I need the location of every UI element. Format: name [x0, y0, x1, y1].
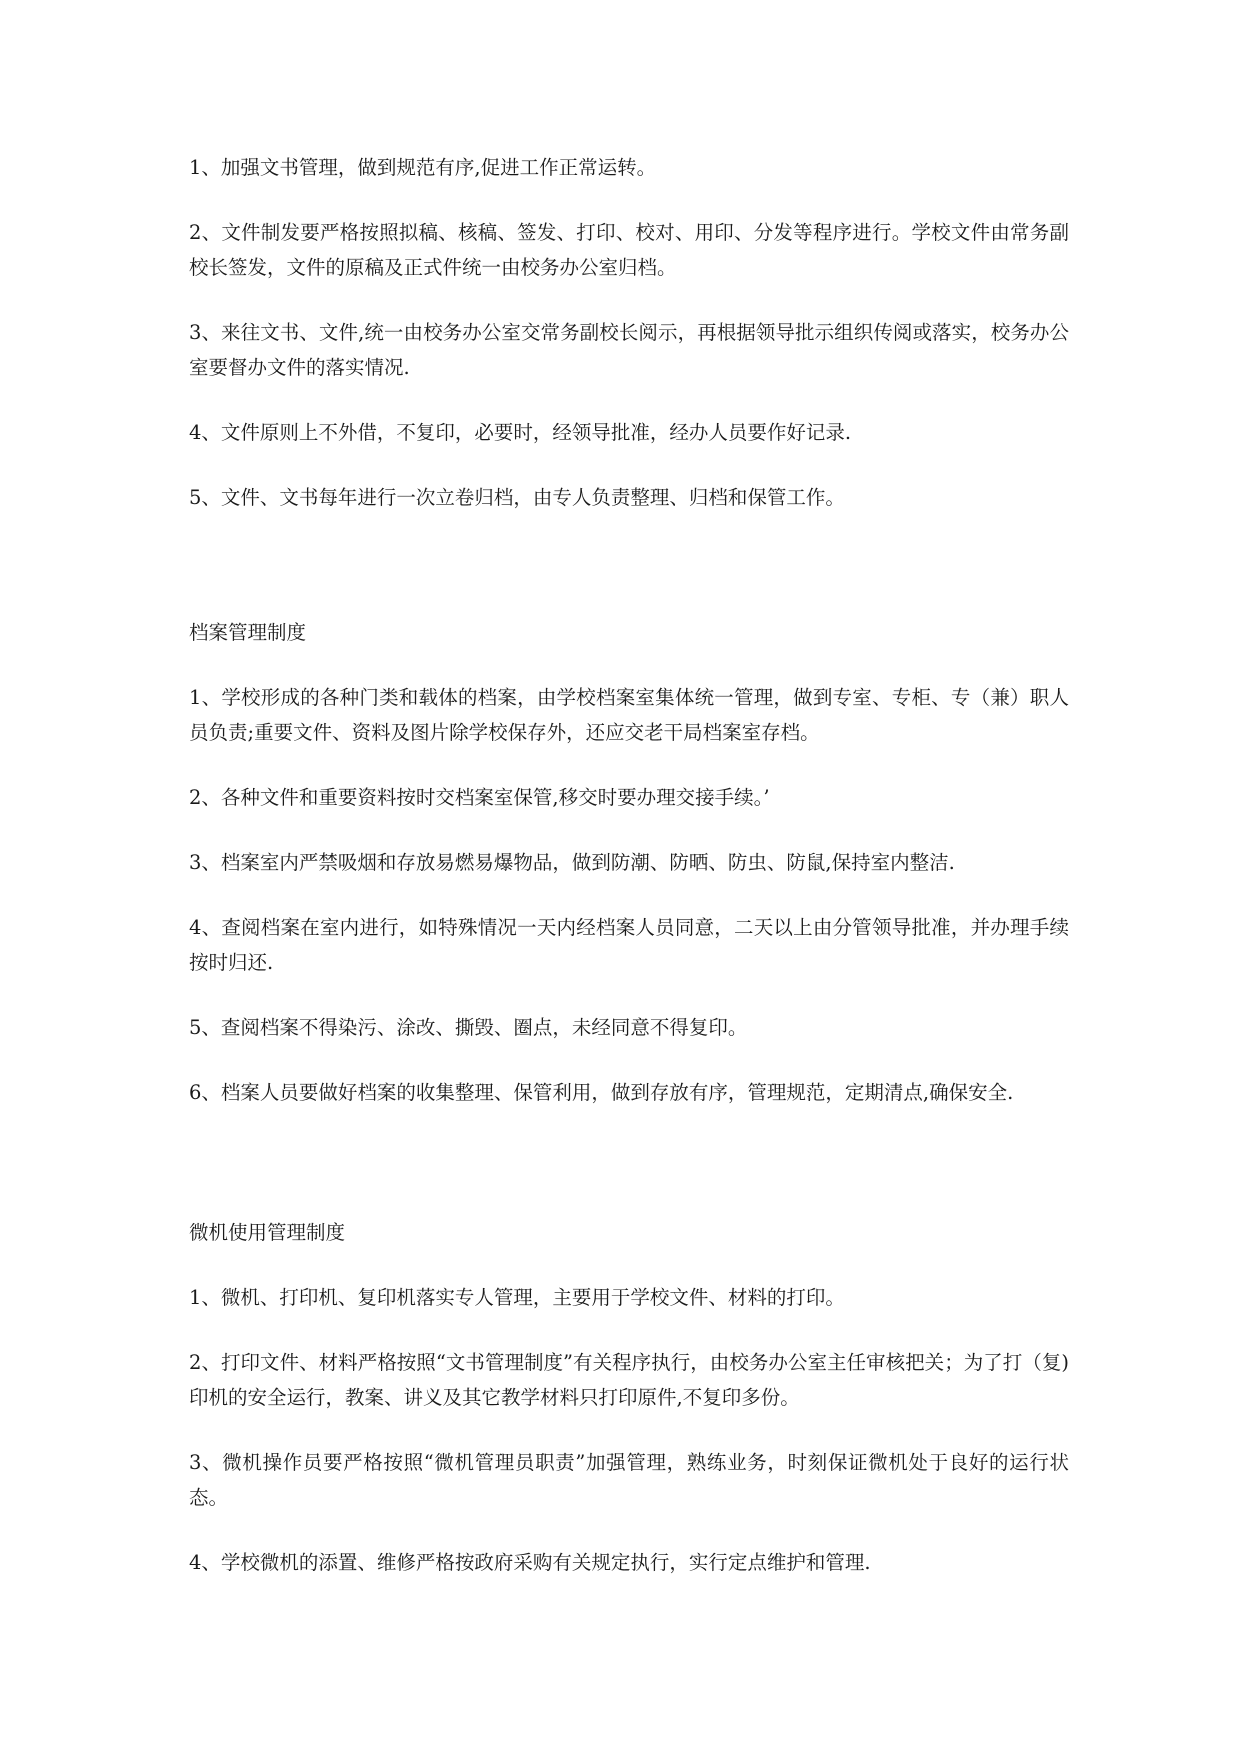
paragraph: 6、档案人员要做好档案的收集整理、保管利用，做到存放有序，管理规范，定期清点,确保安全.	[189, 1081, 1014, 1104]
paragraph: 3、微机操作员要严格按照“微机管理员职责”加强管理，熟练业务，时刻保证微机处于良好的运行状态。	[189, 1451, 1069, 1509]
section-archive-management	[189, 615, 1069, 1110]
paragraph: 3、档案室内严禁吸烟和存放易燃易爆物品，做到防潮、防晒、防虫、防鼠,保持室内整洁.	[189, 851, 955, 874]
paragraph: 4、查阅档案在室内进行，如特殊情况一天内经档案人员同意，二天以上由分管领导批准，并办理手续按时归还.	[189, 916, 1069, 974]
section-document-management	[189, 150, 1069, 515]
paragraph: 5、文件、文书每年进行一次立卷归档，由专人负责整理、归档和保管工作。	[189, 486, 845, 509]
section-spacer	[189, 1140, 1069, 1215]
paragraph: 3、来往文书、文件,统一由校务办公室交常务副校长阅示，再根据领导批示组织传阅或落实，校务办公室要督办文件的落实情况.	[189, 321, 1069, 379]
paragraph: 5、查阅档案不得染污、涂改、撕毁、圈点，未经同意不得复印。	[189, 1016, 748, 1039]
section-title: 档案管理制度	[189, 621, 307, 644]
paragraph: 2、文件制发要严格按照拟稿、核稿、签发、打印、校对、用印、分发等程序进行。学校文件由常务副校长签发，文件的原稿及正式件统一由校务办公室归档。	[189, 221, 1069, 279]
section-computer-usage-management	[189, 1215, 1069, 1580]
paragraph: 1、加强文书管理，做到规范有序,促进工作正常运转。	[189, 156, 657, 179]
paragraph: 1、学校形成的各种门类和载体的档案，由学校档案室集体统一管理，做到专室、专柜、专（兼）职人员负责;重要文件、资料及图片除学校保存外，还应交老干局档案室存档。	[189, 686, 1069, 744]
paragraph: 4、文件原则上不外借，不复印，必要时，经领导批准，经办人员要作好记录.	[189, 421, 852, 444]
document-body	[189, 150, 1069, 1610]
paragraph: 2、各种文件和重要资料按时交档案室保管,移交时要办理交接手续。’	[189, 786, 770, 809]
paragraph: 2、打印文件、材料严格按照“文书管理制度”有关程序执行，由校务办公室主任审核把关；为了打（复)印机的安全运行，教案、讲义及其它教学材料只打印原件,不复印多份。	[189, 1351, 1069, 1409]
paragraph: 1、微机、打印机、复印机落实专人管理，主要用于学校文件、材料的打印。	[189, 1286, 845, 1309]
section-spacer	[189, 545, 1069, 615]
paragraph: 4、学校微机的添置、维修严格按政府采购有关规定执行，实行定点维护和管理.	[189, 1551, 871, 1574]
section-title: 微机使用管理制度	[189, 1221, 346, 1244]
